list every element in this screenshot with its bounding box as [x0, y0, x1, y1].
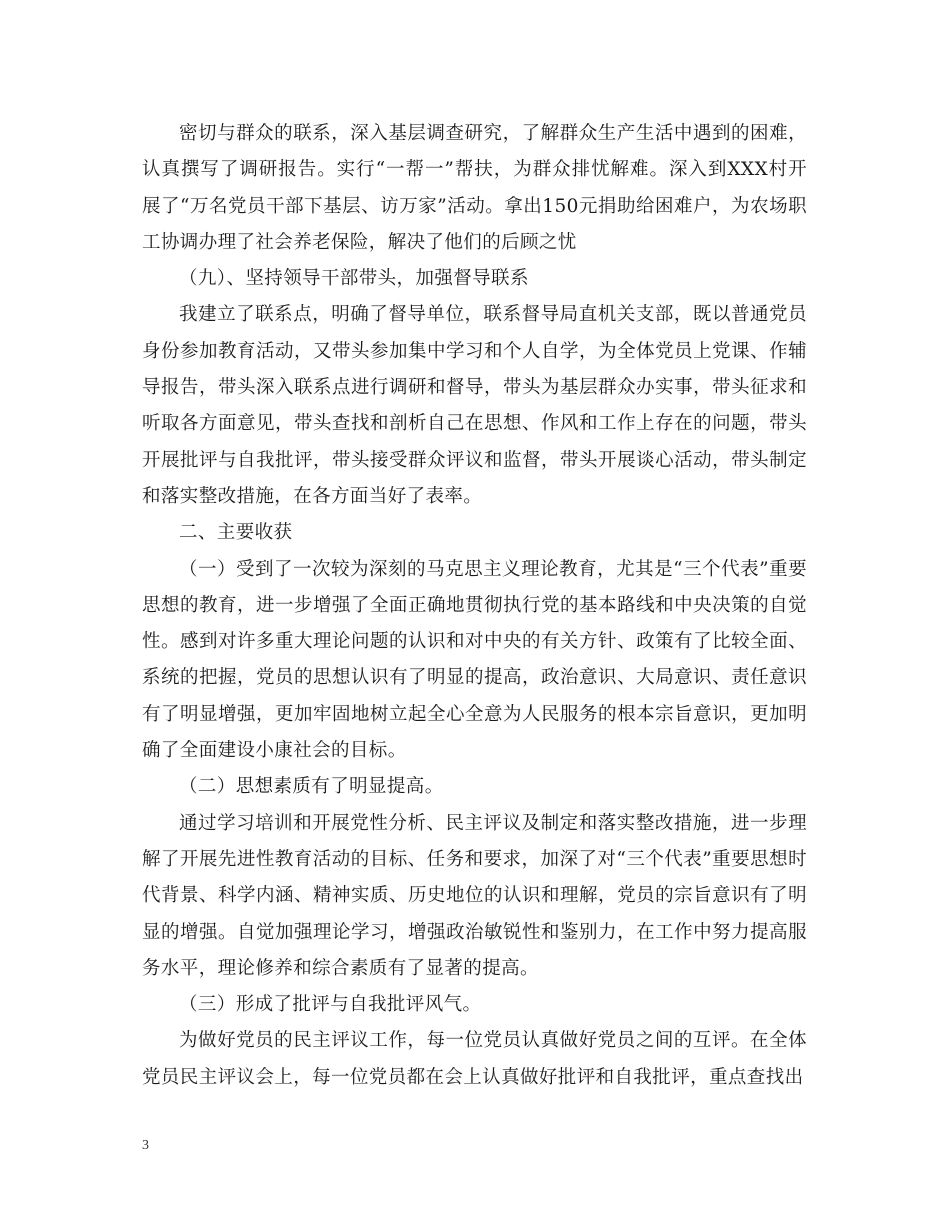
subheading-3: （三）形成了批评与自我批评风气。: [179, 994, 482, 1016]
paragraph-2: 我建立了联系点，明确了督导单位，联系督导局直机关支部，既以普通党员身份参加教育活动，又带头参加集中学习和个人自学，为全体党员上党课、作辅导报告，带头深入联系点进行调研和督导，带头为基层群众办实事，带头征求和听取各方面意见，带头查找和剖析自己在思想、作风和工作上存在的问题，带头开展批评与自我批评，带头接受群众评议和监督，带头开展谈心活动，带头制定和落实整改措施，在各方面当好了表率。: [142, 304, 807, 507]
paragraph-1: 密切与群众的联系，深入基层调查研究，了解群众生产生活中遇到的困难，认真撰写了调研报告。实行“一帮一”帮扶，为群众排忧解难。深入到XXX村开展了“万名党员干部下基层、访万家”活动。拿出150元捐助给困难户，为农场职工协调办理了社会养老保险，解决了他们的后顾之忧: [142, 123, 807, 253]
section-heading-9: （九）、坚持领导干部带头，加强督导联系: [179, 268, 529, 290]
paragraph-4: 通过学习培训和开展党性分析、民主评议及制定和落实整改措施，进一步理解了开展先进性教育活动的目标、任务和要求，加深了对“三个代表”重要思想时代背景、科学内涵、精神实质、历史地位的认识和理解，党员的宗旨意识有了明显的增强。自觉加强理论学习，增强政治敏锐性和鉴别力，在工作中努力提高服务水平，理论修养和综合素质有了显著的提高。: [142, 812, 807, 979]
paragraph-3: （一）受到了一次较为深刻的马克思主义理论教育，尤其是“三个代表”重要思想的教育，进一步增强了全面正确地贯彻执行党的基本路线和中央决策的自觉性。感到对许多重大理论问题的认识和对中央的有关方针、政策有了比较全面、系统的把握，党员的思想认识有了明显的提高，政治意识、大局意识、责任意识有了明显增强，更加牢固地树立起全心全意为人民服务的根本宗旨意识，更加明确了全面建设小康社会的目标。: [142, 558, 807, 762]
paragraph-5: 为做好党员的民主评议工作，每一位党员认真做好党员之间的互评。在全体党员民主评议会上，每一位党员都在会上认真做好批评和自我批评，重点查找出: [142, 1030, 807, 1088]
page-number: 3: [142, 1138, 149, 1153]
document-body: [142, 116, 807, 1096]
subheading-2: （二）思想素质有了明显提高。: [179, 776, 444, 798]
section-heading-main-gains: 二、主要收获: [179, 522, 293, 544]
